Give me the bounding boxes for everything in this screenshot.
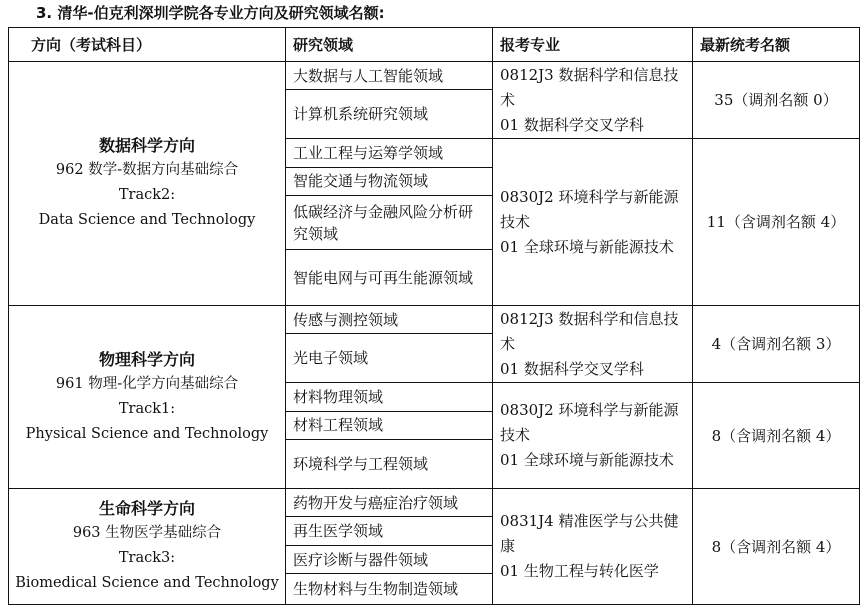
major-sub: 01 数据科学交叉学科: [500, 115, 644, 134]
direction-track: Track3:: [118, 550, 176, 566]
header-research-area: 研究领域: [286, 28, 493, 62]
direction-track: Track1:: [118, 400, 176, 417]
major-cell: [493, 139, 693, 306]
major-code: 0830J2 环境科学与新能源技术: [500, 401, 679, 445]
direction-track: Track2:: [118, 187, 176, 203]
research-area-cell: 药物开发与癌症治疗领域: [286, 489, 493, 517]
major-cell: [493, 489, 693, 605]
direction-title: 数据科学方向: [98, 136, 195, 155]
header-quota: 最新统考名额: [693, 28, 860, 62]
research-area-cell: 低碳经济与金融风险分析研究领域: [286, 196, 493, 250]
direction-cell: [9, 489, 286, 605]
research-area-cell: 再生医学领域: [286, 517, 493, 545]
research-area-cell: 大数据与人工智能领域: [286, 62, 493, 90]
research-area-cell: 环境科学与工程领域: [286, 440, 493, 489]
research-area-cell: 智能电网与可再生能源领域: [286, 250, 493, 306]
table-row: [9, 489, 860, 517]
research-area-cell: 工业工程与运筹学领域: [286, 139, 493, 167]
program-table: [8, 27, 860, 605]
quota-cell: 8（含调剂名额 4）: [693, 383, 860, 489]
table-row: [9, 62, 860, 90]
direction-title: 物理科学方向: [98, 349, 195, 369]
section-heading: 3. 清华-伯克利深圳学院各专业方向及研究领域名额:: [36, 4, 385, 22]
research-area-cell: 智能交通与物流领域: [286, 167, 493, 195]
research-area-cell: 材料物理领域: [286, 383, 493, 411]
research-area-cell: 生物材料与生物制造领域: [286, 574, 493, 605]
direction-track-name: Physical Science and Technology: [25, 425, 269, 442]
major-code: 0812J3 数据科学和信息技术: [500, 309, 679, 353]
research-area-cell: 计算机系统研究领域: [286, 90, 493, 139]
research-area-cell: 光电子领域: [286, 334, 493, 383]
direction-track-name: Biomedical Science and Technology: [15, 575, 279, 591]
direction-cell: [9, 306, 286, 489]
major-sub: 01 全球环境与新能源技术: [500, 451, 674, 470]
quota-cell: 11（含调剂名额 4）: [693, 139, 860, 306]
direction-exam: 962 数学-数据方向基础综合: [55, 162, 239, 178]
quota-cell: 35（调剂名额 0）: [693, 62, 860, 139]
major-sub: 01 全球环境与新能源技术: [500, 237, 674, 256]
direction-title: 生命科学方向: [98, 499, 195, 518]
direction-exam: 963 生物医学基础综合: [72, 525, 222, 541]
direction-cell: [9, 62, 286, 306]
table-row: [9, 306, 860, 334]
quota-cell: 8（含调剂名额 4）: [693, 489, 860, 605]
major-cell: [493, 306, 693, 383]
major-code: 0831J4 精准医学与公共健康: [500, 512, 679, 555]
major-cell: [493, 383, 693, 489]
direction-exam: 961 物理-化学方向基础综合: [55, 375, 239, 392]
major-code: 0812J3 数据科学和信息技术: [500, 65, 679, 109]
major-code: 0830J2 环境科学与新能源技术: [500, 187, 679, 231]
research-area-cell: 医疗诊断与器件领域: [286, 545, 493, 573]
research-area-cell: 传感与测控领域: [286, 306, 493, 334]
table-header-row: [9, 28, 860, 62]
major-cell: [493, 62, 693, 139]
major-sub: 01 生物工程与转化医学: [500, 562, 659, 580]
research-area-cell: 材料工程领域: [286, 411, 493, 439]
quota-cell: 4（含调剂名额 3）: [693, 306, 860, 383]
major-sub: 01 数据科学交叉学科: [500, 359, 644, 378]
header-direction: 方向（考试科目）: [9, 28, 286, 62]
header-major: 报考专业: [493, 28, 693, 62]
direction-track-name: Data Science and Technology: [38, 212, 256, 228]
